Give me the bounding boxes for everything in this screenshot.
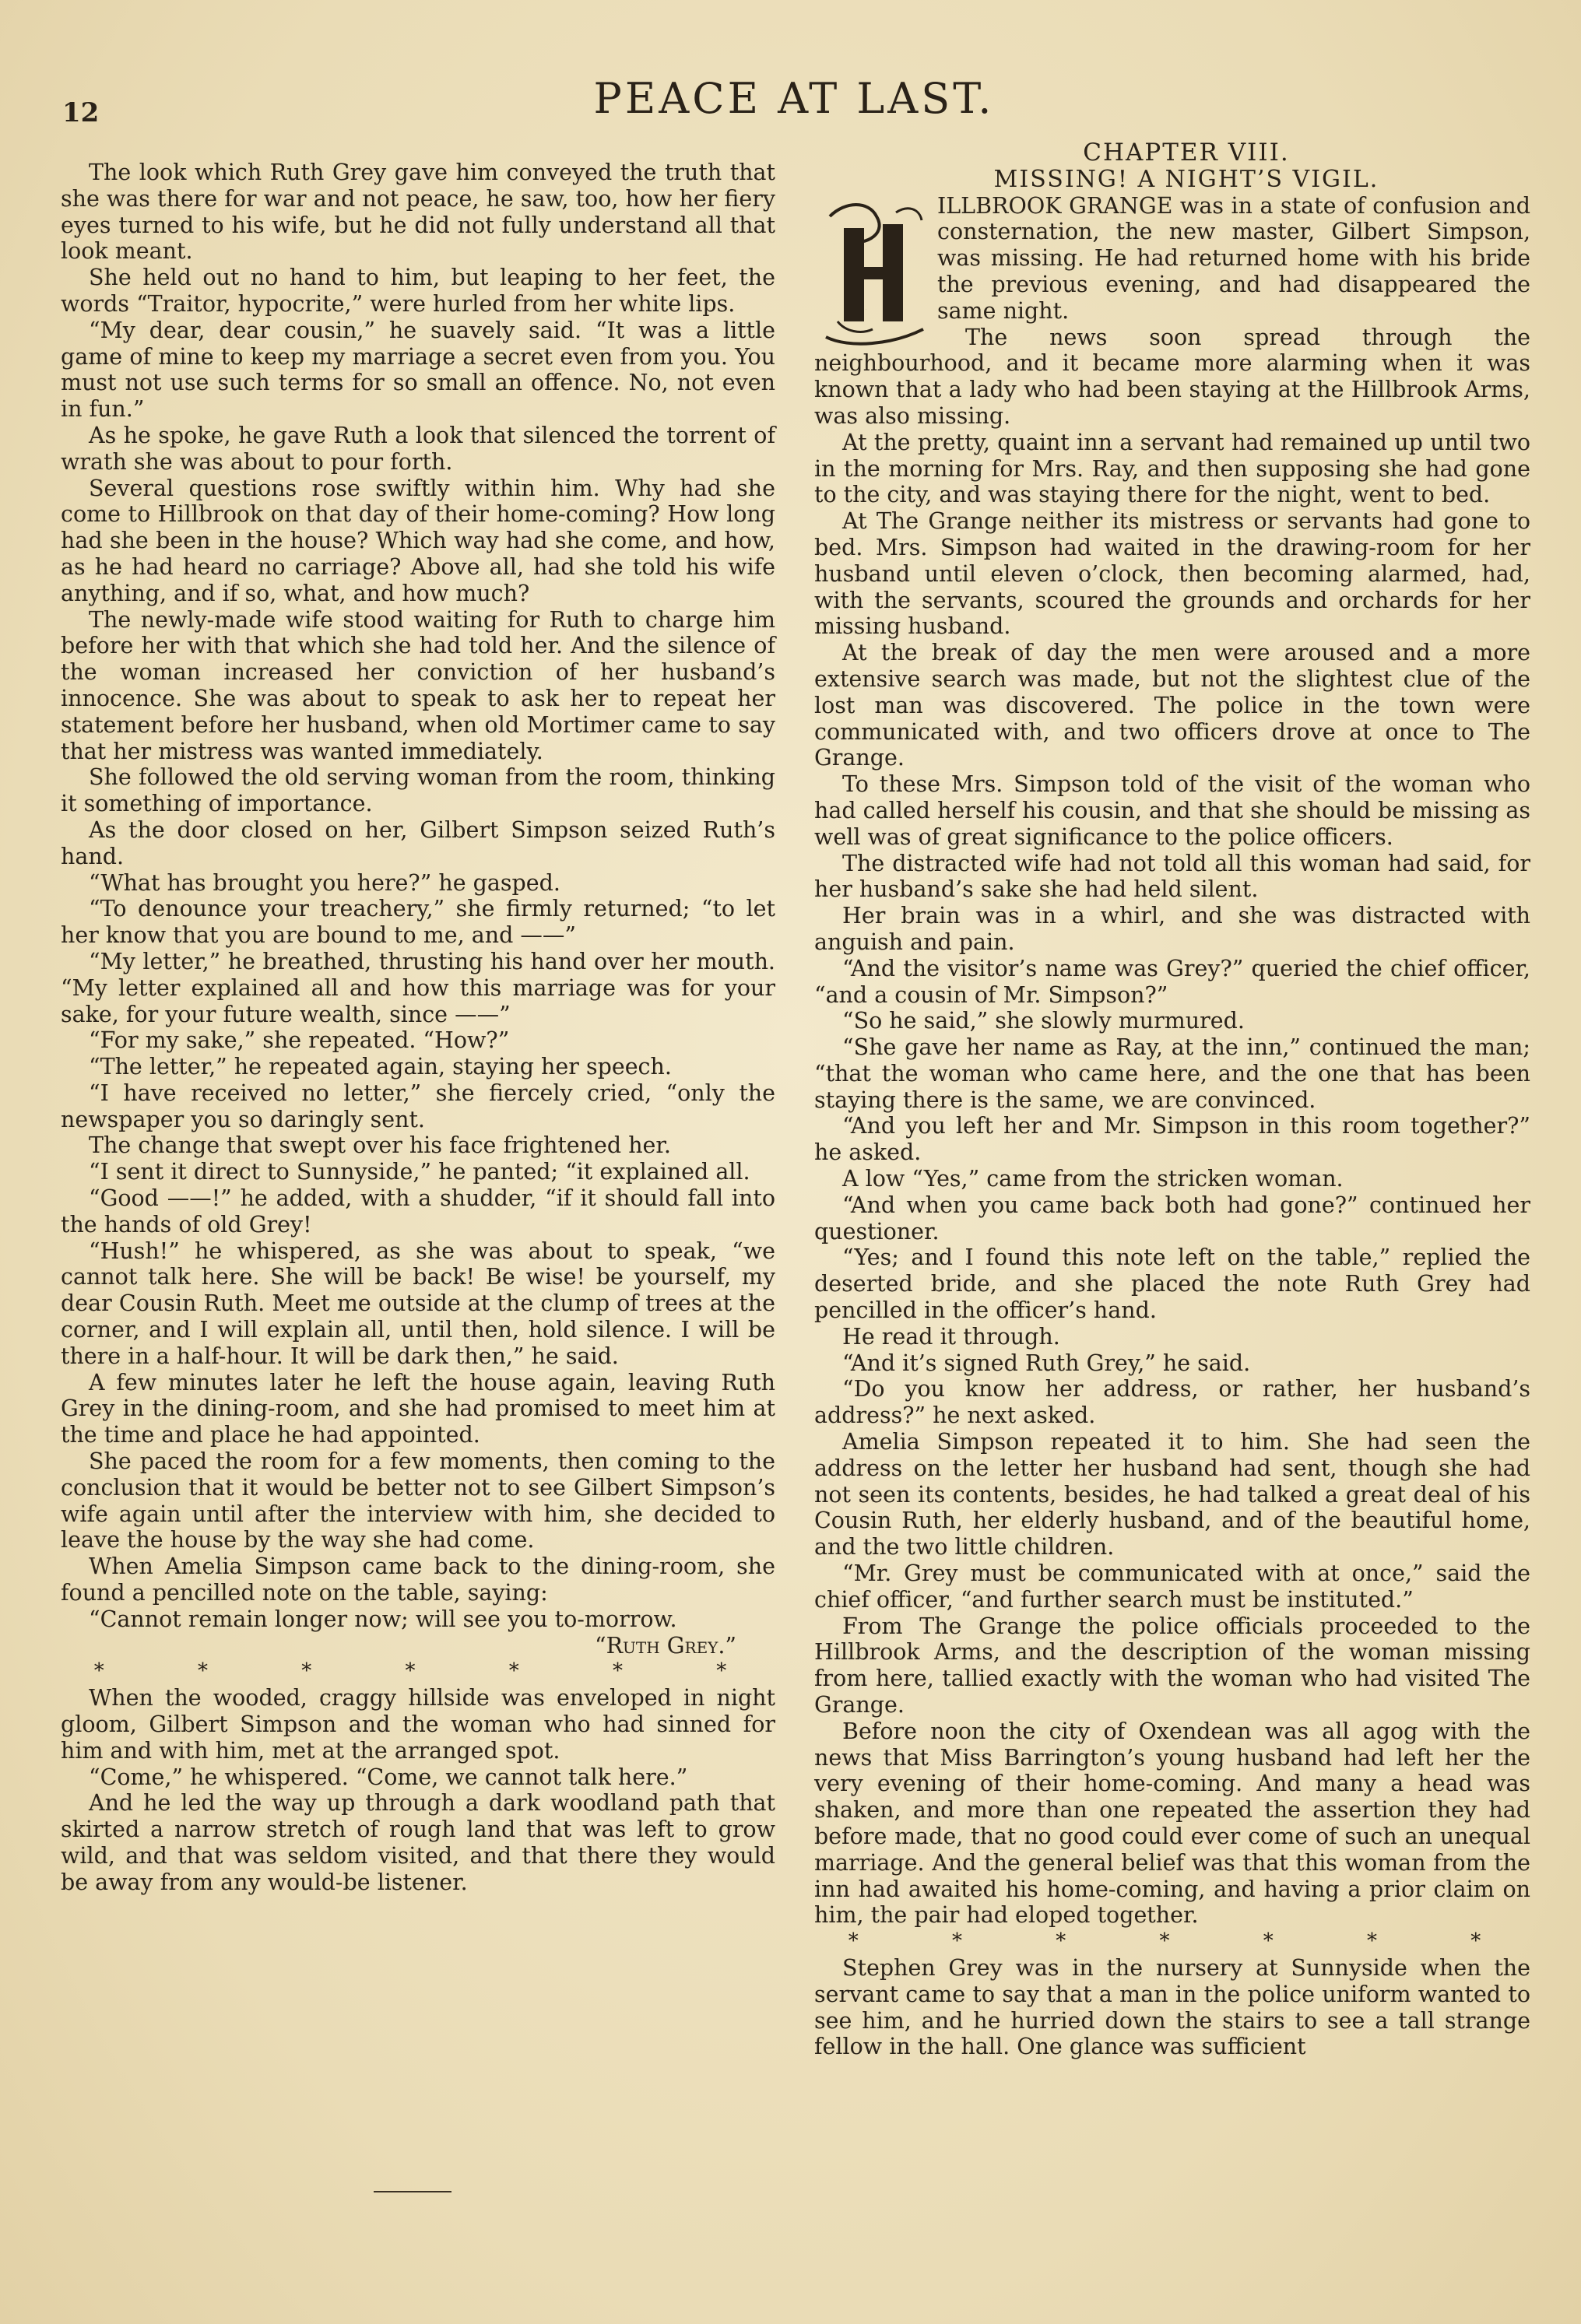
paragraph: “Yes; and I found this note left on the table,” replied the deserted bride, and she placed the note Ruth Grey had pencilled in the officer’s hand.: [814, 1244, 1530, 1324]
chapter-subtitle: MISSING! A NIGHT’S VIGIL.: [993, 165, 1379, 193]
paragraph: “Good ——!” he added, with a shudder, “if it should fall into the hands of old Grey!: [61, 1185, 775, 1237]
paragraph: A low “Yes,” came from the stricken woman.: [842, 1166, 1344, 1192]
running-title: PEACE AT LAST.: [593, 74, 995, 123]
paragraph: Before noon the city of Oxendean was all agog with the news that Miss Barrington’s young husband had left her the very evening of their home-coming. And many a head was shaken, and more than one repeated the assertion they had before made, that no good could ever come of such an unequal marriage. And the general belief was that this woman from the inn had awaited his home-coming, and having a prior claim on him, the pair had eloped together.: [814, 1718, 1530, 1929]
paragraph: “And it’s signed Ruth Grey,” he said.: [842, 1350, 1251, 1376]
paragraph: “To denounce your treachery,” she firmly returned; “to let her know that you are bound to me, and ——”: [61, 896, 775, 949]
paragraph: “For my sake,” she repeated. “How?”: [89, 1027, 510, 1054]
paragraph: “My letter,” he breathed, thrusting his hand over her mouth. “My letter explained all and how this marriage was for your sake, for your future wealth, since ——”: [61, 948, 775, 1027]
paragraph: “My dear, dear cousin,” he suavely said. “It was a little game of mine to keep my marriage a secret even from you. You must not use such terms for so small an offence. No, not even in fun.”: [61, 317, 775, 423]
paragraph: The news soon spread through the neighbourhood, and it became more alarming when it was known that a lady who had been staying at the Hillbrook Arms, was also missing.: [814, 324, 1530, 429]
paragraph: The look which Ruth Grey gave him conveyed the truth that she was there for war and not peace, he saw, too, how her fiery eyes turned to his wife, but he did not fully understand all that look meant.: [61, 160, 775, 265]
paragraph: “And you left her and Mr. Simpson in this room together?” he asked.: [814, 1113, 1530, 1166]
paragraph: “She gave her name as Ray, at the inn,” continued the man; “that the woman who came here, and the one that has been staying there is the same, we are convinced.: [814, 1034, 1530, 1113]
opening-paragraph: ILLBROOK GRANGE was in a state of confusion and consternation, the new master, Gilbert Simpson, was missing. He had returned home with his bride the previous evening, and had disappeared the same night.: [937, 192, 1530, 324]
paragraph: “The letter,” he repeated again, staying her speech.: [89, 1054, 672, 1080]
note-signature: “Ruth Grey.”: [595, 1632, 736, 1659]
paragraph: He read it through.: [842, 1323, 1060, 1350]
right-column: [814, 140, 1530, 2060]
paragraph: The change that swept over his face frightened her.: [89, 1132, 671, 1159]
paragraph: “And when you came back both had gone?” continued her questioner.: [814, 1192, 1530, 1244]
opening-paragraph-block: [814, 193, 1530, 325]
paragraph: She followed the old serving woman from the room, thinking it something of importance.: [61, 764, 775, 817]
paragraph: From The Grange the police officials proceeded to the Hillbrook Arms, and the description of the woman missing from here, tallied exactly with the woman who had visited The Grange.: [814, 1613, 1530, 1718]
pencilled-note: “Cannot remain longer now; will see you to-morrow.: [89, 1606, 677, 1632]
paragraph: “Do you know her address, or rather, her husband’s address?” he next asked.: [814, 1376, 1530, 1429]
end-rule: [374, 2191, 451, 2192]
paragraph: “What has brought you here?” he gasped.: [89, 869, 560, 896]
paragraph: At the pretty, quaint inn a servant had remained up until two in the morning for Mrs. Ray, and then supposing she had gone to the city, and was staying there for the night, went to bed.: [814, 429, 1530, 508]
paragraph: “I have received no letter,” she fiercely cried, “only the newspaper you so daringly sent.: [61, 1080, 775, 1132]
paragraph: Her brain was in a whirl, and she was distracted with anguish and pain.: [814, 903, 1530, 955]
paragraph: “And the visitor’s name was Grey?” queried the chief officer, “and a cousin of Mr. Simpson?”: [814, 955, 1530, 1008]
paragraph: At the break of day the men were aroused and a more extensive search was made, but not the slightest clue of the lost man was discovered. The police in the town were communicated with, and two officers drove at once to The Grange.: [814, 640, 1530, 771]
paragraph: At The Grange neither its mistress or servants had gone to bed. Mrs. Simpson had waited in the drawing-room for her husband until eleven o’clock, then becoming alarmed, had, with the servants, scoured the grounds and orchards for her missing husband.: [814, 508, 1530, 640]
paragraph: A few minutes later he left the house again, leaving Ruth Grey in the dining-room, and she had promised to meet him at the time and place he had appointed.: [61, 1369, 775, 1448]
paragraph: Amelia Simpson repeated it to him. She had seen the address on the letter her husband had sent, though she had not seen its contents, besides, he had talked a great deal of his Cousin Ruth, her elderly husband, and of the beautiful home, and the two little children.: [814, 1429, 1530, 1560]
section-break: * * * * * * *: [93, 1659, 771, 1683]
page-number: 12: [62, 97, 100, 128]
paragraph: “I sent it direct to Sunnyside,” he panted; “it explained all.: [89, 1159, 750, 1185]
paragraph: She paced the room for a few moments, then coming to the conclusion that it would be better not to see Gilbert Simpson’s wife again until after the interview with him, she decided to leave the house by the way she had come.: [61, 1448, 775, 1553]
ornamental-dropcap-h: [814, 193, 931, 349]
paragraph: The newly-made wife stood waiting for Ruth to charge him before her with that which she had told her. And the silence of the woman increased her conviction of her husband’s innocence. She was about to speak to ask her to repeat her statement before her husband, when old Mortimer came to say that her mistress was wanted immediately.: [61, 606, 775, 764]
paragraph: She held out no hand to him, but leaping to her feet, the words “Traitor, hypocrite,” were hurled from her white lips.: [61, 265, 775, 317]
paragraph: To these Mrs. Simpson told of the visit of the woman who had called herself his cousin, and that she should be missing as well was of great significance to the police officers.: [814, 771, 1530, 850]
paragraph: And he led the way up through a dark woodland path that skirted a narrow stretch of rough land that was left to grow wild, and that was seldom visited, and that there they would be away from any would-be listener.: [61, 1790, 775, 1895]
left-column: [61, 160, 775, 1896]
paragraph: “So he said,” she slowly murmured.: [842, 1008, 1245, 1034]
section-break: * * * * * * *: [848, 1929, 1525, 1954]
chapter-title: CHAPTER VIII.: [1083, 139, 1290, 167]
paragraph: As he spoke, he gave Ruth a look that silenced the torrent of wrath she was about to pour forth.: [61, 422, 775, 475]
paragraph: As the door closed on her, Gilbert Simpson seized Ruth’s hand.: [61, 816, 775, 869]
paragraph: Stephen Grey was in the nursery at Sunnyside when the servant came to say that a man in the police uniform wanted to see him, and he hurried down the stairs to see a tall strange fellow in the hall. One glance was sufficient: [814, 1954, 1530, 2060]
paragraph: Several questions rose swiftly within him. Why had she come to Hillbrook on that day of their home-coming? How long had she been in the house? Which way had she come, and how, as he had heard no carriage? Above all, had she told his wife anything, and if so, what, and how much?: [61, 475, 775, 606]
paragraph: “Hush!” he whispered, as she was about to speak, “we cannot talk here. She will be back! Be wise! be yourself, my dear Cousin Ruth. Meet me outside at the clump of trees at the corner, and I will explain all, until then, hold silence. I will be there in a half-hour. It will be dark then,” he said.: [61, 1237, 775, 1369]
paragraph: “Come,” he whispered. “Come, we cannot talk here.”: [89, 1764, 688, 1790]
paragraph: The distracted wife had not told all this woman had said, for her husband’s sake she had held silent.: [814, 850, 1530, 903]
paragraph: When Amelia Simpson came back to the dining-room, she found a pencilled note on the table, saying:: [61, 1553, 775, 1606]
paragraph: When the wooded, craggy hillside was enveloped in night gloom, Gilbert Simpson and the woman who had sinned for him and with him, met at the arranged spot.: [61, 1685, 775, 1764]
page-header: [62, 74, 1526, 128]
paragraph: “Mr. Grey must be communicated with at once,” said the chief officer, “and further search must be instituted.”: [814, 1560, 1530, 1613]
